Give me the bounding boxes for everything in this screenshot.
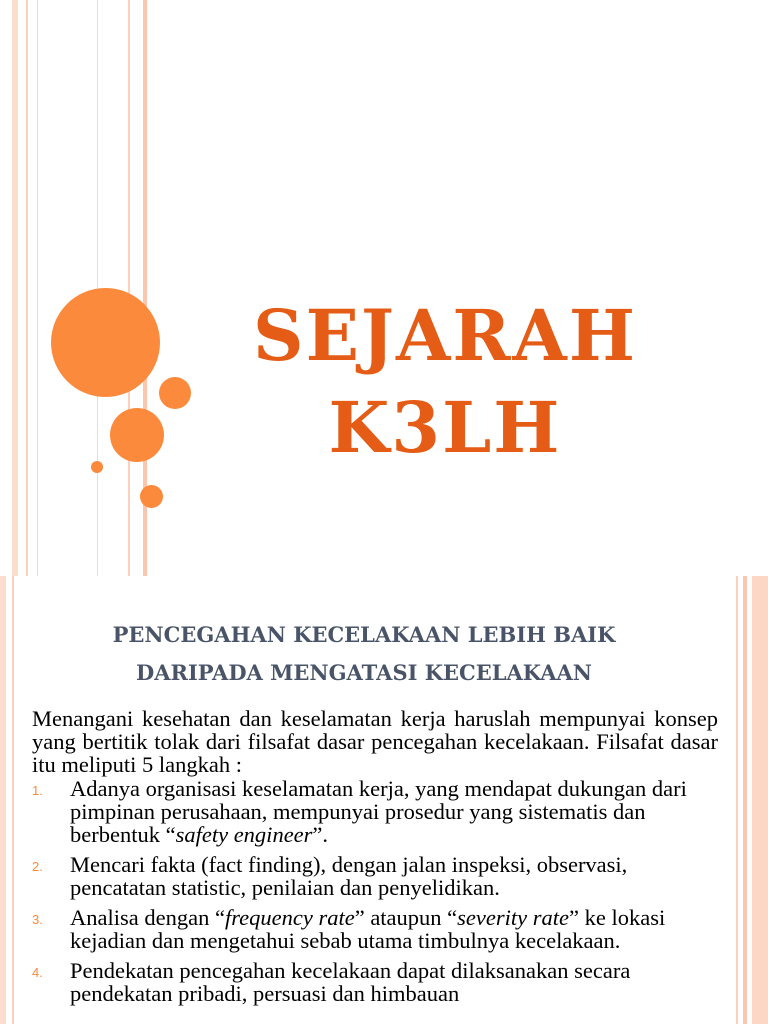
intro-paragraph: Menangani kesehatan dan keselamatan kerja haruslah mempunyai konsep yang bertitik tolak dari filsafat dasar pencegahan kecelakaan. Filsafat dasar itu meliputi 5 langkah : bbox=[32, 706, 718, 777]
decorative-stripe bbox=[752, 576, 768, 1024]
item-text: Adanya organisasi keselamatan kerja, yang mendapat dukungan dari pimpinan perusahaan, mempunyai prosedur yang sistematis dan berbentuk “ bbox=[70, 776, 687, 847]
list-number: 1. bbox=[32, 783, 43, 798]
decorative-stripe bbox=[743, 576, 747, 1024]
item-italic-text: safety engineer bbox=[175, 822, 313, 847]
item-text: ” ke lokasi kejadian dan mengetahui sebab utama timbulnya kecelakaan. bbox=[70, 905, 666, 953]
list-item bbox=[32, 906, 718, 952]
heading-line-1: PENCEGAHAN KECELAKAAN LEBIH BAIK bbox=[112, 622, 616, 647]
item-italic-text: severity rate bbox=[457, 905, 569, 930]
decorative-circle-small bbox=[159, 377, 191, 409]
decorative-stripe bbox=[12, 0, 18, 576]
item-text: ” ataupun “ bbox=[354, 905, 458, 930]
decorative-circle-tiny bbox=[91, 461, 103, 473]
title-line-2: K3LH bbox=[328, 386, 562, 469]
list-number: 3. bbox=[32, 912, 43, 927]
item-text: ”. bbox=[312, 822, 329, 847]
slide-heading bbox=[40, 616, 688, 692]
list-item bbox=[32, 853, 718, 899]
decorative-stripe bbox=[26, 0, 28, 576]
item-text: Pendekatan pencegahan kecelakaan dapat dilaksanakan secara pendekatan pribadi, persuasi dan himbauan bbox=[70, 958, 631, 1006]
item-text: Analisa dengan “ bbox=[70, 905, 225, 930]
decorative-circle-small bbox=[140, 485, 163, 508]
list-number: 2. bbox=[32, 859, 43, 874]
list-number: 4. bbox=[32, 965, 43, 980]
slide-title-text bbox=[210, 290, 680, 474]
item-italic-text: frequency rate bbox=[224, 905, 355, 930]
item-text: Mencari fakta (fact finding), dengan jalan inspeksi, observasi, pencatatan statistic, penilaian dan penyelidikan. bbox=[70, 852, 628, 900]
decorative-stripe bbox=[128, 0, 130, 576]
decorative-stripe bbox=[0, 576, 6, 1024]
slide-content bbox=[0, 576, 768, 1024]
decorative-stripe bbox=[12, 576, 14, 1024]
steps-list bbox=[32, 777, 718, 1005]
slide-body bbox=[32, 707, 718, 1012]
list-item bbox=[32, 959, 718, 1005]
heading-line-2: DARIPADA MENGATASI KECELAKAAN bbox=[136, 660, 592, 685]
decorative-circle-medium bbox=[110, 408, 164, 462]
decorative-stripe bbox=[736, 576, 738, 1024]
list-item bbox=[32, 777, 718, 846]
title-line-1: SEJARAH bbox=[253, 294, 637, 377]
decorative-stripe bbox=[37, 0, 38, 576]
decorative-circle-large bbox=[51, 288, 160, 397]
